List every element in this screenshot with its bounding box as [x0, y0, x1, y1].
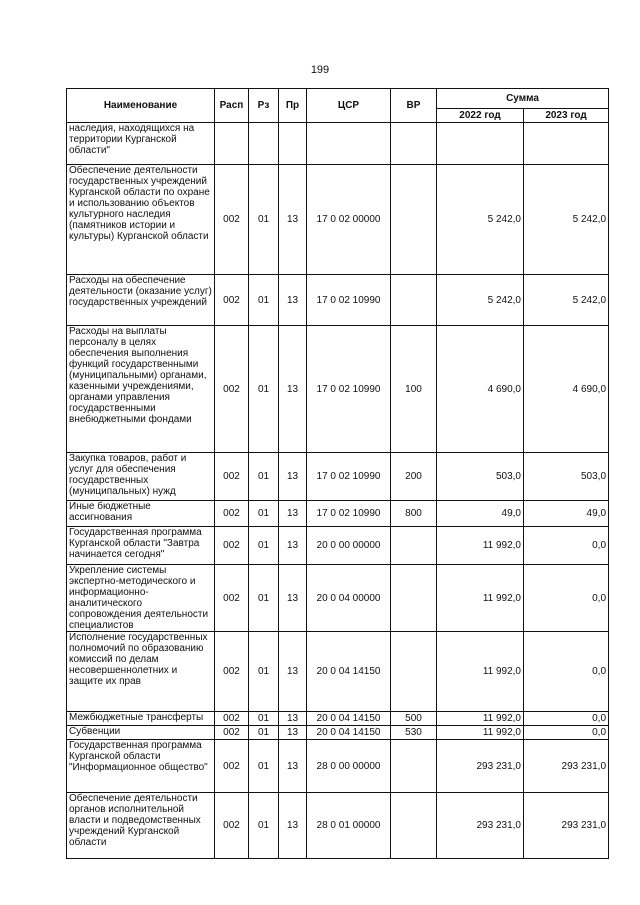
row-csr: 17 0 02 00000: [307, 165, 391, 275]
table-row: [67, 712, 609, 726]
row-rasp: 002: [215, 565, 249, 632]
row-rasp: 002: [215, 165, 249, 275]
table-row: [67, 740, 609, 793]
row-sum-2022: 293 231,0: [437, 793, 524, 859]
row-rz: 01: [249, 453, 279, 501]
row-csr: 20 0 04 14150: [307, 726, 391, 740]
row-name: Государственная программа Курганской области "Информационное общество": [67, 740, 215, 793]
row-sum-2022: 49,0: [437, 501, 524, 527]
table-row: [67, 501, 609, 527]
row-pr: 13: [279, 275, 307, 326]
row-rasp: 002: [215, 527, 249, 565]
row-sum-2022: 11 992,0: [437, 712, 524, 726]
row-name: Расходы на выплаты персоналу в целях обеспечения выполнения функций государственными (муниципальными) органами, казенными учреждениями, органами управления государственными внебюджетными фондами: [67, 326, 215, 453]
row-name: Обеспечение деятельности государственных учреждений Курганской области по охране и использованию объектов культурного наследия (памятников истории и культуры) Курганской области: [67, 165, 215, 275]
budget-table: [66, 88, 609, 859]
header-vr: ВР: [391, 89, 437, 123]
table-row: [67, 165, 609, 275]
row-name: Укрепление системы экспертно-методического и информационно-аналитического сопровождения деятельности специалистов: [67, 565, 215, 632]
row-csr: 28 0 01 00000: [307, 793, 391, 859]
row-rasp: 002: [215, 793, 249, 859]
row-sum-2022: 5 242,0: [437, 165, 524, 275]
row-vr: [391, 275, 437, 326]
header-year-2023: 2023 год: [524, 109, 609, 123]
row-vr: 100: [391, 326, 437, 453]
header-name: Наименование: [67, 89, 215, 123]
row-rasp: 002: [215, 740, 249, 793]
row-rz: 01: [249, 632, 279, 712]
table-row: [67, 726, 609, 740]
row-csr: 20 0 04 14150: [307, 712, 391, 726]
row-pr: 13: [279, 501, 307, 527]
table-row: [67, 632, 609, 712]
row-rz: 01: [249, 726, 279, 740]
row-sum-2023: 503,0: [524, 453, 609, 501]
row-csr: 17 0 02 10990: [307, 275, 391, 326]
row-sum-2023: 0,0: [524, 726, 609, 740]
row-rasp: [215, 123, 249, 165]
row-name: Исполнение государственных полномочий по образованию комиссий по делам несовершеннолетних и защите их прав: [67, 632, 215, 712]
table-row: [67, 326, 609, 453]
row-name: Иные бюджетные ассигнования: [67, 501, 215, 527]
row-rasp: 002: [215, 632, 249, 712]
row-csr: 20 0 04 14150: [307, 632, 391, 712]
row-sum-2022: 293 231,0: [437, 740, 524, 793]
row-sum-2023: 0,0: [524, 565, 609, 632]
row-rasp: 002: [215, 712, 249, 726]
row-rasp: 002: [215, 501, 249, 527]
row-sum-2023: 5 242,0: [524, 165, 609, 275]
row-sum-2023: 5 242,0: [524, 275, 609, 326]
row-pr: 13: [279, 632, 307, 712]
row-sum-2023: 293 231,0: [524, 793, 609, 859]
page-number: 199: [310, 64, 330, 76]
row-pr: [279, 123, 307, 165]
row-rz: [249, 123, 279, 165]
row-rasp: 002: [215, 275, 249, 326]
row-rz: 01: [249, 165, 279, 275]
row-pr: 13: [279, 793, 307, 859]
row-rz: 01: [249, 275, 279, 326]
row-pr: 13: [279, 740, 307, 793]
row-pr: 13: [279, 326, 307, 453]
row-pr: 13: [279, 165, 307, 275]
row-pr: 13: [279, 565, 307, 632]
row-sum-2022: 5 242,0: [437, 275, 524, 326]
row-name: Государственная программа Курганской области "Завтра начинается сегодня": [67, 527, 215, 565]
row-csr: 20 0 00 00000: [307, 527, 391, 565]
row-vr: 500: [391, 712, 437, 726]
row-name: Расходы на обеспечение деятельности (оказание услуг) государственных учреждений: [67, 275, 215, 326]
row-vr: 200: [391, 453, 437, 501]
row-vr: [391, 565, 437, 632]
row-name: Обеспечение деятельности органов исполнительной власти и подведомственных учреждений Курганской области: [67, 793, 215, 859]
row-name: Закупка товаров, работ и услуг для обеспечения государственных (муниципальных) нужд: [67, 453, 215, 501]
row-sum-2023: 0,0: [524, 632, 609, 712]
table-row: [67, 275, 609, 326]
header-csr: ЦСР: [307, 89, 391, 123]
table-row: [67, 123, 609, 165]
row-pr: 13: [279, 726, 307, 740]
row-csr: 17 0 02 10990: [307, 501, 391, 527]
row-rz: 01: [249, 793, 279, 859]
row-pr: 13: [279, 527, 307, 565]
table-row: [67, 527, 609, 565]
row-sum-2023: 49,0: [524, 501, 609, 527]
table-row: [67, 793, 609, 859]
row-sum-2022: 11 992,0: [437, 565, 524, 632]
row-rasp: 002: [215, 453, 249, 501]
row-name: Межбюджетные трансферты: [67, 712, 215, 726]
row-sum-2022: 503,0: [437, 453, 524, 501]
row-vr: [391, 632, 437, 712]
row-name: Субвенции: [67, 726, 215, 740]
header-summa: Сумма: [437, 89, 609, 109]
row-sum-2022: 11 992,0: [437, 632, 524, 712]
row-sum-2023: 0,0: [524, 527, 609, 565]
row-sum-2023: [524, 123, 609, 165]
row-rz: 01: [249, 527, 279, 565]
row-rz: 01: [249, 326, 279, 453]
row-sum-2022: [437, 123, 524, 165]
row-rasp: 002: [215, 726, 249, 740]
header-pr: Пр: [279, 89, 307, 123]
row-sum-2022: 11 992,0: [437, 527, 524, 565]
row-pr: 13: [279, 453, 307, 501]
header-rasp: Расп: [215, 89, 249, 123]
row-vr: 530: [391, 726, 437, 740]
row-vr: [391, 123, 437, 165]
row-csr: 20 0 04 00000: [307, 565, 391, 632]
header-rz: Рз: [249, 89, 279, 123]
header-year-2022: 2022 год: [437, 109, 524, 123]
row-csr: 28 0 00 00000: [307, 740, 391, 793]
row-rz: 01: [249, 565, 279, 632]
row-sum-2023: 4 690,0: [524, 326, 609, 453]
row-sum-2023: 0,0: [524, 712, 609, 726]
row-csr: [307, 123, 391, 165]
row-vr: [391, 527, 437, 565]
row-vr: [391, 793, 437, 859]
row-rz: 01: [249, 740, 279, 793]
row-sum-2022: 4 690,0: [437, 326, 524, 453]
table-row: [67, 565, 609, 632]
row-vr: 800: [391, 501, 437, 527]
row-rz: 01: [249, 712, 279, 726]
row-csr: 17 0 02 10990: [307, 326, 391, 453]
row-pr: 13: [279, 712, 307, 726]
row-sum-2022: 11 992,0: [437, 726, 524, 740]
row-rasp: 002: [215, 326, 249, 453]
row-rz: 01: [249, 501, 279, 527]
row-sum-2023: 293 231,0: [524, 740, 609, 793]
row-csr: 17 0 02 10990: [307, 453, 391, 501]
table-row: [67, 453, 609, 501]
row-name: наследия, находящихся на территории Курганской области": [67, 123, 215, 165]
row-vr: [391, 740, 437, 793]
row-vr: [391, 165, 437, 275]
